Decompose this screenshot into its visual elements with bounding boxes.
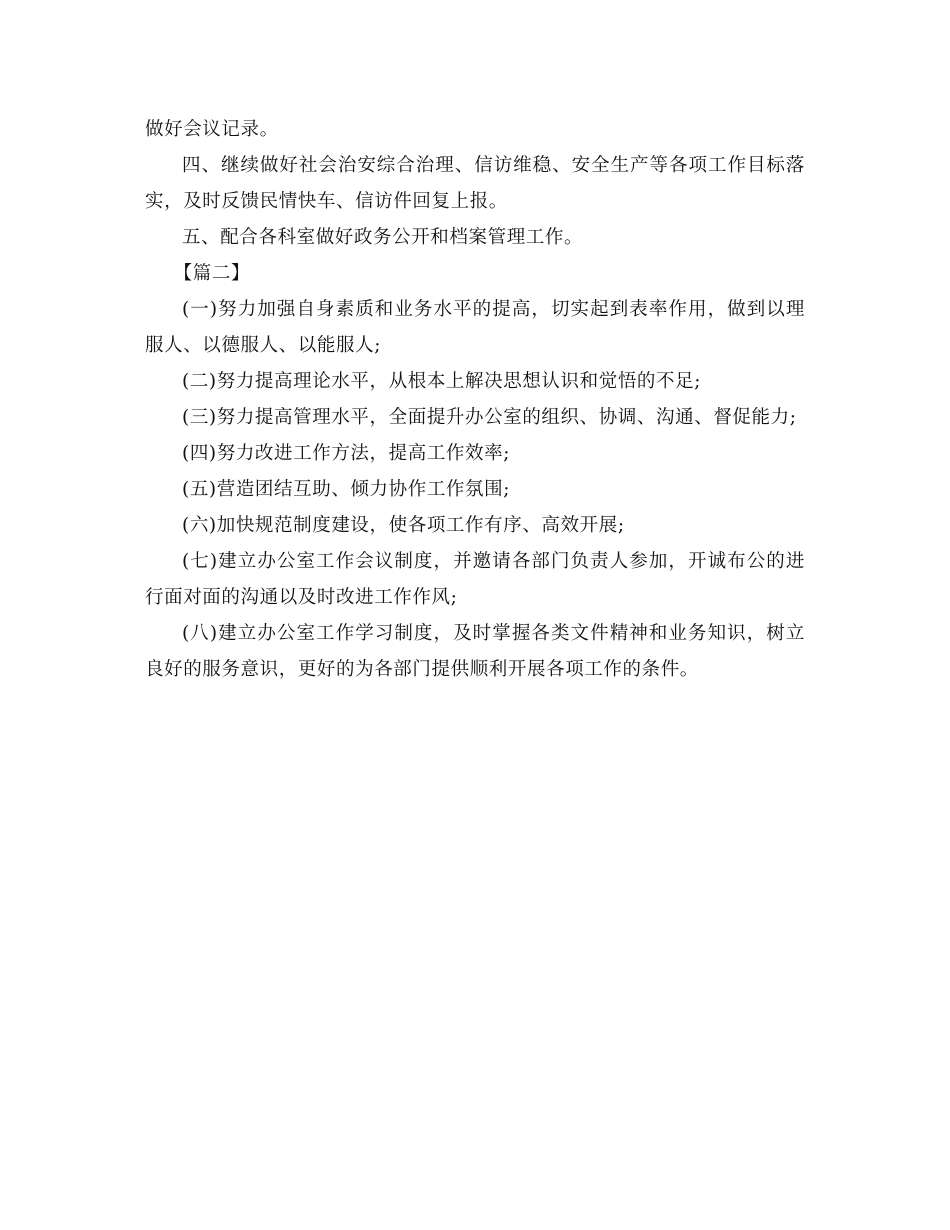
paragraph-item-five: 五、配合各科室做好政务公开和档案管理工作。: [182, 227, 584, 248]
list-item: (四)努力改进工作方法，提高工作效率;: [182, 443, 511, 464]
document-body: [145, 112, 805, 688]
list-item: (二)努力提高理论水平，从根本上解决思想认识和觉悟的不足;: [182, 371, 702, 392]
list-item: (三)努力提高管理水平，全面提升办公室的组织、协调、沟通、督促能力;: [182, 407, 797, 428]
list-item: (五)营造团结互助、倾力协作工作氛围;: [182, 479, 511, 500]
list-item: (八)建立办公室工作学习制度，及时掌握各类文件精神和业务知识，树立良好的服务意识，更好的为各部门提供顺利开展各项工作的条件。: [145, 623, 805, 680]
list-item: (六)加快规范制度建设，使各项工作有序、高效开展;: [182, 515, 625, 536]
list-item: (七)建立办公室工作会议制度，并邀请各部门负责人参加，开诚布公的进行面对面的沟通以及时改进工作作风;: [145, 551, 805, 608]
section-heading: 【篇二】: [173, 263, 251, 284]
paragraph-item-four: 四、继续做好社会治安综合治理、信访维稳、安全生产等各项工作目标落实，及时反馈民情快车、信访件回复上报。: [145, 155, 805, 212]
paragraph-continuation: 做好会议记录。: [145, 119, 279, 140]
list-item: (一)努力加强自身素质和业务水平的提高，切实起到表率作用，做到以理服人、以德服人、以能服人;: [145, 299, 805, 356]
